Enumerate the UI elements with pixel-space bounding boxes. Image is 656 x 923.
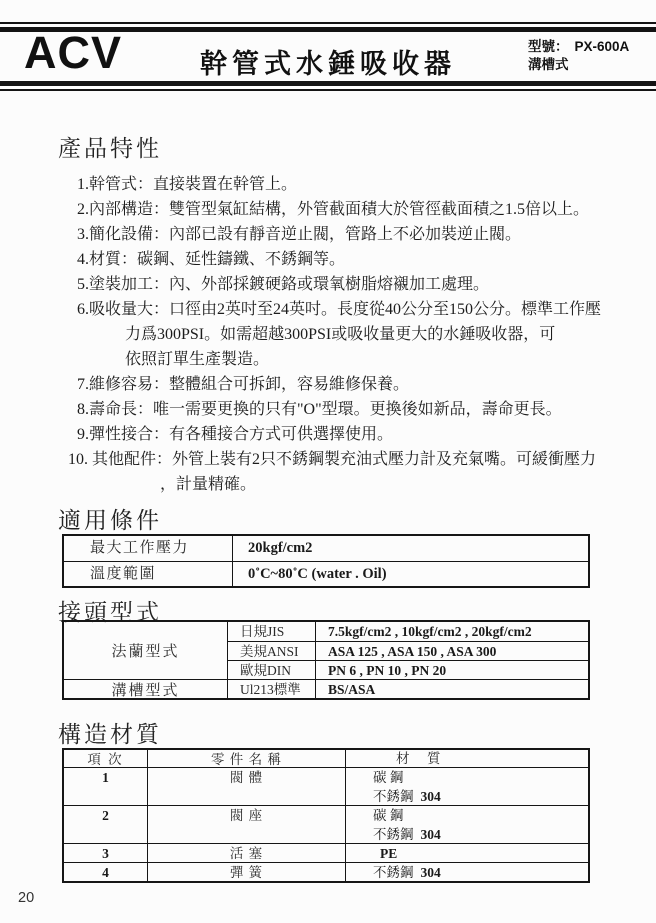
- row-no: 1: [64, 767, 147, 805]
- condition-label: 最大工作壓力: [90, 540, 190, 556]
- brand-logo: ACV: [24, 27, 123, 78]
- header-bottom-thick-rule: [0, 81, 656, 86]
- standard-value: 7.5kgf/cm2 , 10kgf/cm2 , 20kgf/cm2: [315, 622, 588, 641]
- page-title: 幹管式水錘吸收器: [200, 49, 456, 79]
- materials-table: [62, 748, 590, 883]
- standard-value: BS/ASA: [315, 679, 588, 698]
- connections-table: [62, 620, 590, 700]
- standard-name: 美規ANSI: [227, 641, 315, 660]
- feature-item: 3.簡化設備：內部已設有靜音逆止閥，管路上不必加裝逆止閥。: [77, 226, 522, 243]
- material-code: 304: [420, 827, 441, 842]
- groove-type-label: 溝槽型式: [64, 679, 227, 698]
- material-name: 不銹鋼: [373, 789, 414, 804]
- section-heading-features: 產品特性: [58, 136, 162, 161]
- part-name: 閥 體: [147, 767, 345, 805]
- material-name: 不銹鋼: [373, 865, 414, 880]
- column-header-no: 項 次: [87, 752, 124, 767]
- features-list: [0, 172, 656, 497]
- standard-value: PN 6 , PN 10 , PN 20: [315, 660, 588, 679]
- conditions-table: [62, 534, 590, 588]
- material-code: PE: [380, 846, 398, 861]
- model-value: PX-600A: [574, 39, 630, 54]
- condition-value: 20kgf/cm2: [232, 536, 588, 561]
- header-bottom-thin-rule: [0, 89, 656, 91]
- material-code: 304: [420, 865, 441, 880]
- flange-type-label: 法蘭型式: [111, 644, 180, 660]
- material-cell: [345, 843, 588, 862]
- section-heading-connections: 接頭型式: [58, 600, 162, 625]
- material-cell: [345, 805, 588, 843]
- feature-item: 5.塗裝加工：內、外部採鍍硬鉻或環氧樹脂熔襯加工處理。: [77, 276, 490, 293]
- condition-value: 0˚C~80˚C (water . Oil): [232, 561, 588, 586]
- model-subtype: 溝槽式: [528, 57, 569, 72]
- feature-item: 9.彈性接合：有各種接合方式可供選擇使用。: [77, 426, 394, 443]
- feature-item: 6.吸收量大：口徑由2英吋至24英吋。長度從40公分至150公分。標準工作壓: [77, 301, 602, 318]
- row-no: 3: [64, 843, 147, 862]
- feature-item-continuation: ，計量精確。: [160, 476, 257, 493]
- model-info: [528, 38, 629, 74]
- material-line: [373, 825, 588, 843]
- row-no: 2: [64, 805, 147, 843]
- standard-name: 日規JIS: [227, 622, 315, 641]
- material-line: [373, 806, 588, 825]
- feature-item: 7.維修容易：整體組合可拆卸，容易維修保養。: [77, 376, 410, 393]
- standard-name: 歐規DIN: [227, 660, 315, 679]
- part-name: 彈 簧: [147, 862, 345, 881]
- material-code: 304: [420, 789, 441, 804]
- material-name: 不銹鋼: [373, 827, 414, 842]
- material-name: 碳 鋼: [373, 770, 404, 785]
- section-heading-materials: 構造材質: [58, 722, 162, 747]
- feature-item-continuation: 力爲300PSI。如需超越300PSI或吸收量更大的水錘吸收器，可: [125, 326, 556, 343]
- standard-value: ASA 125 , ASA 150 , ASA 300: [315, 641, 588, 660]
- page-number: 20: [18, 890, 35, 906]
- column-header-part: 零 件 名 稱: [147, 750, 345, 767]
- material-name: 碳 鋼: [373, 808, 404, 823]
- material-cell: [345, 862, 588, 881]
- model-label: 型號：: [528, 39, 569, 54]
- model-number-line: [528, 38, 629, 56]
- condition-label: 溫度範圍: [64, 561, 232, 586]
- material-line: [373, 844, 588, 862]
- material-cell: [345, 767, 588, 805]
- feature-item: 10. 其他配件：外管上裝有2只不銹鋼製充油式壓力計及充氣嘴。可緩衝壓力: [68, 451, 597, 468]
- feature-item: 2.內部構造：雙管型氣缸結構，外管截面積大於管徑截面積之1.5倍以上。: [77, 201, 590, 218]
- feature-item: 8.壽命長：唯一需要更換的只有"O"型環。更換後如新品，壽命更長。: [77, 401, 562, 418]
- part-name: 閥 座: [147, 805, 345, 843]
- section-heading-conditions: 適用條件: [58, 508, 162, 533]
- feature-item: 4.材質：碳鋼、延性鑄鐵、不銹鋼等。: [77, 251, 346, 268]
- part-name: 活 塞: [147, 843, 345, 862]
- feature-item-continuation: 依照訂單生產製造。: [125, 351, 270, 368]
- feature-item: 1.幹管式：直接裝置在幹管上。: [77, 176, 298, 193]
- material-line: [373, 863, 588, 881]
- column-header-material: 材 質: [345, 750, 588, 767]
- header-top-thin-rule: [0, 22, 656, 24]
- standard-name: Ul213標準: [227, 679, 315, 698]
- row-no: 4: [64, 862, 147, 881]
- material-line: [373, 768, 588, 787]
- material-line: [373, 787, 588, 805]
